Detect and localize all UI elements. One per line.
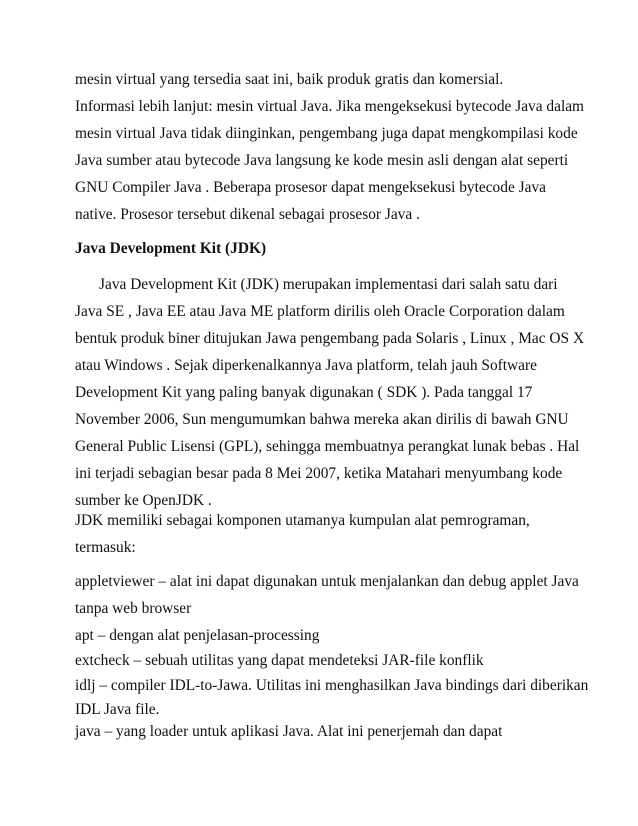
list-item: apt – dengan alat penjelasan-processing	[75, 627, 320, 644]
list-item: idlj – compiler IDL-to-Jawa. Utilitas ini menghasilkan Java bindings dari diberikan	[75, 677, 589, 694]
text-line: mesin virtual Java tidak diinginkan, pengembang juga dapat mengkompilasi kode	[75, 125, 578, 142]
list-item: IDL Java file.	[75, 701, 160, 718]
list-item: appletviewer – alat ini dapat digunakan untuk menjalankan dan debug applet Java	[75, 573, 579, 590]
text-line: Java SE , Java EE atau Java ME platform dirilis oleh Oracle Corporation dalam	[75, 303, 565, 320]
text-line: native. Prosesor tersebut dikenal sebagai prosesor Java .	[75, 206, 420, 223]
text-line: Java sumber atau bytecode Java langsung ke kode mesin asli dengan alat seperti	[75, 152, 569, 169]
text-line: General Public Lisensi (GPL), sehingga membuatnya perangkat lunak bebas . Hal	[75, 438, 580, 455]
text-line: November 2006, Sun mengumumkan bahwa mereka akan dirilis di bawah GNU	[75, 411, 569, 428]
text-line: atau Windows . Sejak diperkenalkannya Java platform, telah jauh Software	[75, 357, 537, 374]
text-line: GNU Compiler Java . Beberapa prosesor dapat mengeksekusi bytecode Java	[75, 179, 546, 196]
text-line: bentuk produk biner ditujukan Jawa pengembang pada Solaris , Linux , Mac OS X	[75, 330, 585, 347]
list-item: tanpa web browser	[75, 600, 192, 617]
text-line: sumber ke OpenJDK .	[75, 492, 212, 509]
section-heading: Java Development Kit (JDK)	[75, 240, 267, 257]
text-line: ini terjadi sebagian besar pada 8 Mei 2007, ketika Matahari menyumbang kode	[75, 465, 563, 482]
text-line: Informasi lebih lanjut: mesin virtual Java. Jika mengeksekusi bytecode Java dalam	[75, 98, 585, 115]
text-line: termasuk:	[75, 539, 136, 556]
text-line: mesin virtual yang tersedia saat ini, baik produk gratis dan komersial.	[75, 71, 504, 88]
list-item: java – yang loader untuk aplikasi Java. Alat ini penerjemah dan dapat	[75, 723, 503, 740]
text-line: Development Kit yang paling banyak digunakan ( SDK ). Pada tanggal 17	[75, 384, 533, 401]
text-line: JDK memiliki sebagai komponen utamanya kumpulan alat pemrograman,	[75, 512, 530, 529]
text-line: Java Development Kit (JDK) merupakan implementasi dari salah satu dari	[99, 276, 558, 293]
list-item: extcheck – sebuah utilitas yang dapat mendeteksi JAR-file konflik	[75, 652, 484, 669]
